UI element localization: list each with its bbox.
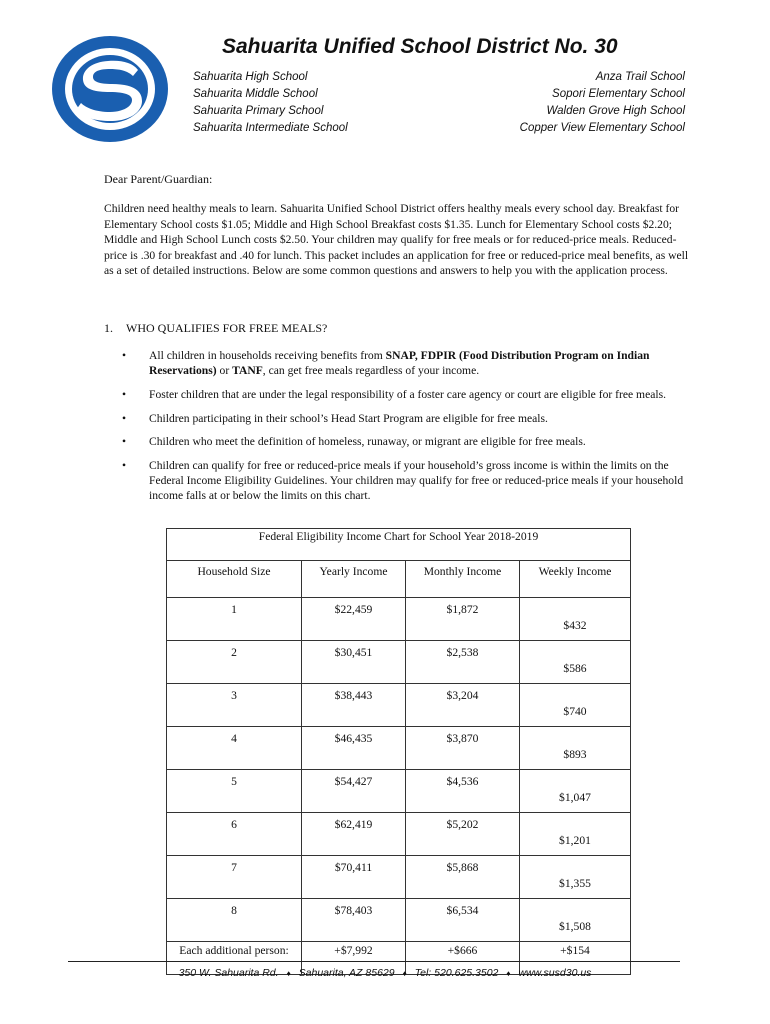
bullet-item: [122, 387, 692, 402]
table-cell: $740: [520, 684, 631, 727]
table-row: [167, 684, 631, 727]
bullet-icon: •: [122, 435, 127, 449]
footer-phone: Tel: 520.625.3502: [414, 967, 499, 979]
table-cell: $3,870: [406, 727, 520, 770]
table-header-row: [167, 561, 631, 598]
bullet-bold-text: TANF: [232, 364, 263, 378]
table-cell: +$154: [520, 942, 631, 975]
table-row: [167, 727, 631, 770]
school-name: Walden Grove High School: [546, 105, 685, 117]
school-name: Sahuarita High School: [193, 71, 308, 83]
bullet-item: [122, 458, 692, 504]
schools-list-right: [520, 69, 685, 137]
table-row: [167, 813, 631, 856]
district-title: Sahuarita Unified School District No. 30: [222, 35, 618, 58]
bullet-icon: •: [122, 387, 127, 401]
table-cell: $1,201: [520, 813, 631, 856]
bullet-icon: •: [122, 411, 127, 425]
footer-contact: [0, 967, 770, 979]
column-header: Monthly Income: [406, 561, 520, 598]
table-cell: $1,355: [520, 856, 631, 899]
bullet-item: [122, 348, 692, 378]
table-cell: 8: [167, 899, 302, 942]
bullet-icon: •: [122, 459, 127, 473]
letter-intro: Children need healthy meals to learn. Sahuarita Unified School District offers healthy meals every school day. Breakfast for Elementary School costs $1.05; Middle and High School Breakfast costs $1.35. Lunch for Elementary School costs $2.20; Middle and High School Lunch costs $2.50. Your children may qualify for free meals or for reduced-price meals. Reduced-price is .30 for breakfast and .40 for lunch. This packet includes an application for free or reduced-price meal benefits, as well as a set of detailed instructions. Below are some common questions and answers to help you with the application process.: [104, 202, 689, 278]
table-cell: $1,872: [406, 598, 520, 641]
school-name: Sopori Elementary School: [552, 88, 685, 100]
table-row: [167, 641, 631, 684]
table-cell: $22,459: [302, 598, 406, 641]
table-cell: 4: [167, 727, 302, 770]
table-cell: $586: [520, 641, 631, 684]
table-caption-row: [167, 529, 631, 561]
table-cell: $38,443: [302, 684, 406, 727]
school-name: Copper View Elementary School: [519, 122, 685, 134]
table-cell: $46,435: [302, 727, 406, 770]
schools-list-left: [193, 69, 348, 137]
table-cell: $432: [520, 598, 631, 641]
footer-website[interactable]: www.susd30.us: [518, 967, 592, 979]
table-cell: $30,451: [302, 641, 406, 684]
table-row: [167, 899, 631, 942]
table-cell: $4,536: [406, 770, 520, 813]
footer-divider: [68, 961, 680, 962]
table-cell: $2,538: [406, 641, 520, 684]
letter-greeting: Dear Parent/Guardian:: [104, 172, 213, 186]
table-cell: $3,204: [406, 684, 520, 727]
question-number: 1.: [104, 321, 113, 335]
bullet-item: [122, 411, 692, 426]
school-name: Sahuarita Middle School: [193, 88, 318, 100]
column-header: Weekly Income: [520, 561, 631, 598]
diamond-separator-icon: ♦: [402, 969, 407, 978]
income-eligibility-table: [166, 528, 631, 975]
bullet-item: [122, 434, 692, 449]
table-cell: $893: [520, 727, 631, 770]
table-cell: Each additional person:: [167, 942, 302, 975]
bullet-text: or: [216, 364, 233, 378]
column-header: Household Size: [167, 561, 302, 598]
table-caption: Federal Eligibility Income Chart for School Year 2018-2019: [167, 529, 631, 561]
diamond-separator-icon: ♦: [286, 969, 291, 978]
eligibility-bullets: [122, 348, 692, 504]
table-cell: 6: [167, 813, 302, 856]
table-cell: $5,202: [406, 813, 520, 856]
bullet-bold-text: SNAP, FDPIR (Food Distribution Program on Indian Reservations): [149, 349, 650, 378]
bullet-text: , can get free meals regardless of your income.: [262, 364, 480, 378]
table-cell: 2: [167, 641, 302, 684]
table-cell: 1: [167, 598, 302, 641]
table-cell: 3: [167, 684, 302, 727]
bullet-text: Children can qualify for free or reduced-price meals if your household’s gross income is within the limits on the Federal Income Eligibility Guidelines. Your children may qualify for free or reduced-price meals if your household income falls at or below the limits on this chart.: [149, 459, 684, 503]
footer-address: 350 W. Sahuarita Rd.: [178, 967, 279, 979]
diamond-separator-icon: ♦: [506, 969, 511, 978]
table-cell: $6,534: [406, 899, 520, 942]
table-cell: $78,403: [302, 899, 406, 942]
table-cell: +$7,992: [302, 942, 406, 975]
bullet-text: Children participating in their school’s Head Start Program are eligible for free meals.: [149, 411, 548, 425]
bullet-text: Foster children that are under the legal responsibility of a foster care agency or court are eligible for free meals.: [149, 387, 666, 401]
table-cell: $70,411: [302, 856, 406, 899]
question-title: WHO QUALIFIES FOR FREE MEALS?: [126, 321, 328, 335]
table-cell: +$666: [406, 942, 520, 975]
table-row: [167, 598, 631, 641]
table-cell: 5: [167, 770, 302, 813]
table-cell: $54,427: [302, 770, 406, 813]
district-logo: [50, 34, 170, 144]
bullet-text: All children in households receiving benefits from: [149, 349, 386, 362]
table-row: [167, 856, 631, 899]
table-cell: 7: [167, 856, 302, 899]
table-row: [167, 770, 631, 813]
school-name: Sahuarita Intermediate School: [193, 122, 348, 134]
table-cell: $1,047: [520, 770, 631, 813]
table-cell: $5,868: [406, 856, 520, 899]
column-header: Yearly Income: [302, 561, 406, 598]
bullet-text: Children who meet the definition of homeless, runaway, or migrant are eligible for free meals.: [149, 435, 586, 449]
footer-city: Sahuarita, AZ 85629: [298, 967, 395, 979]
table-cell: $62,419: [302, 813, 406, 856]
bullet-icon: •: [122, 349, 127, 362]
school-name: Anza Trail School: [595, 71, 685, 83]
question-heading: [104, 321, 327, 336]
table-cell: $1,508: [520, 899, 631, 942]
school-name: Sahuarita Primary School: [193, 105, 324, 117]
